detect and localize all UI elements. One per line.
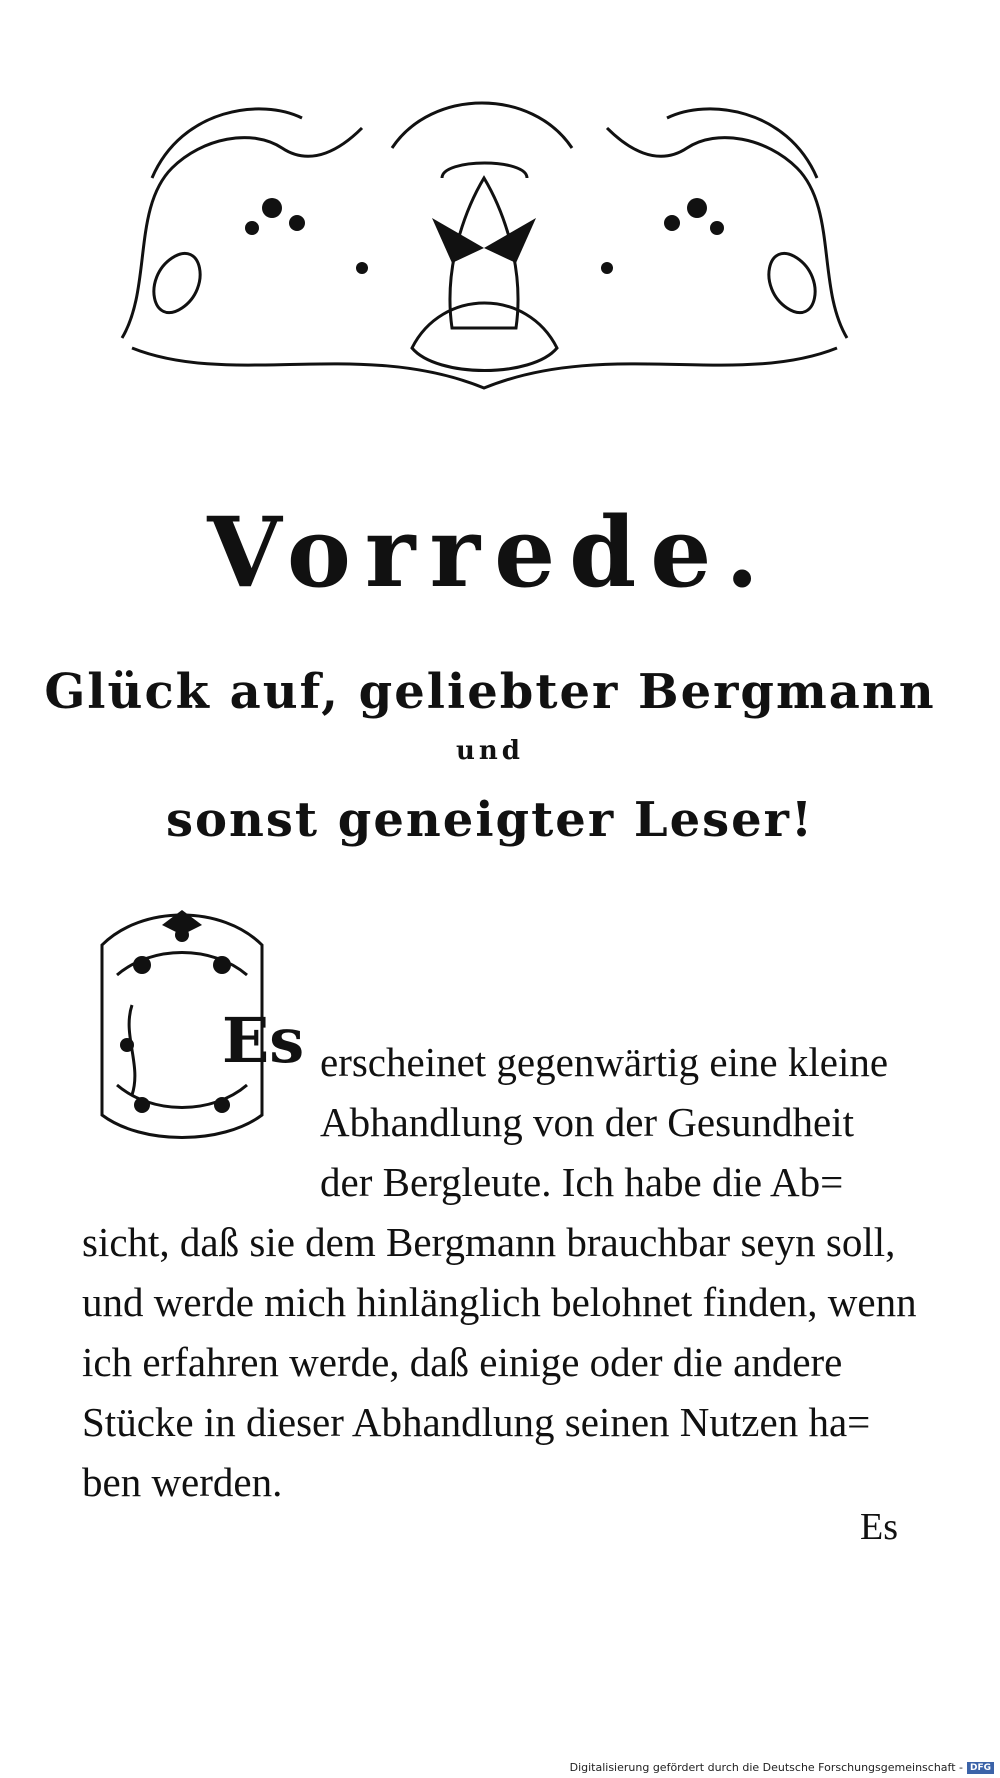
body-line: erscheinet gegenwärtig eine kleine: [320, 1039, 889, 1085]
body-line: und werde mich hinlänglich belohnet finden, wenn: [82, 1279, 917, 1325]
headpiece-ornament: [112, 88, 857, 398]
digitization-footer: [570, 1761, 994, 1774]
body-line: der Bergleute. Ich habe die Ab=: [320, 1159, 844, 1205]
page-title: Vorrede.: [207, 496, 773, 609]
body-line: ben werden.: [82, 1459, 283, 1505]
salutation-line-2: und: [456, 736, 524, 766]
body-line: sicht, daß sie dem Bergmann brauchbar seyn soll,: [82, 1219, 896, 1265]
salutation-line-1: Glück auf, geliebter Bergmann: [44, 664, 936, 720]
dfg-logo: DFG: [967, 1762, 994, 1774]
footer-text: Digitalisierung gefördert durch die Deutsche Forschungsgemeinschaft -: [569, 1761, 963, 1774]
body-line: Abhandlung von der Gesundheit: [320, 1099, 855, 1145]
catchword: Es: [860, 1506, 898, 1548]
body-line: ich erfahren werde, daß einige oder die andere: [82, 1339, 843, 1385]
drop-initial: Es: [222, 1004, 305, 1077]
body-line: Stücke in dieser Abhandlung seinen Nutzen ha=: [82, 1399, 871, 1445]
salutation-line-3: sonst geneigter Leser!: [165, 792, 815, 848]
